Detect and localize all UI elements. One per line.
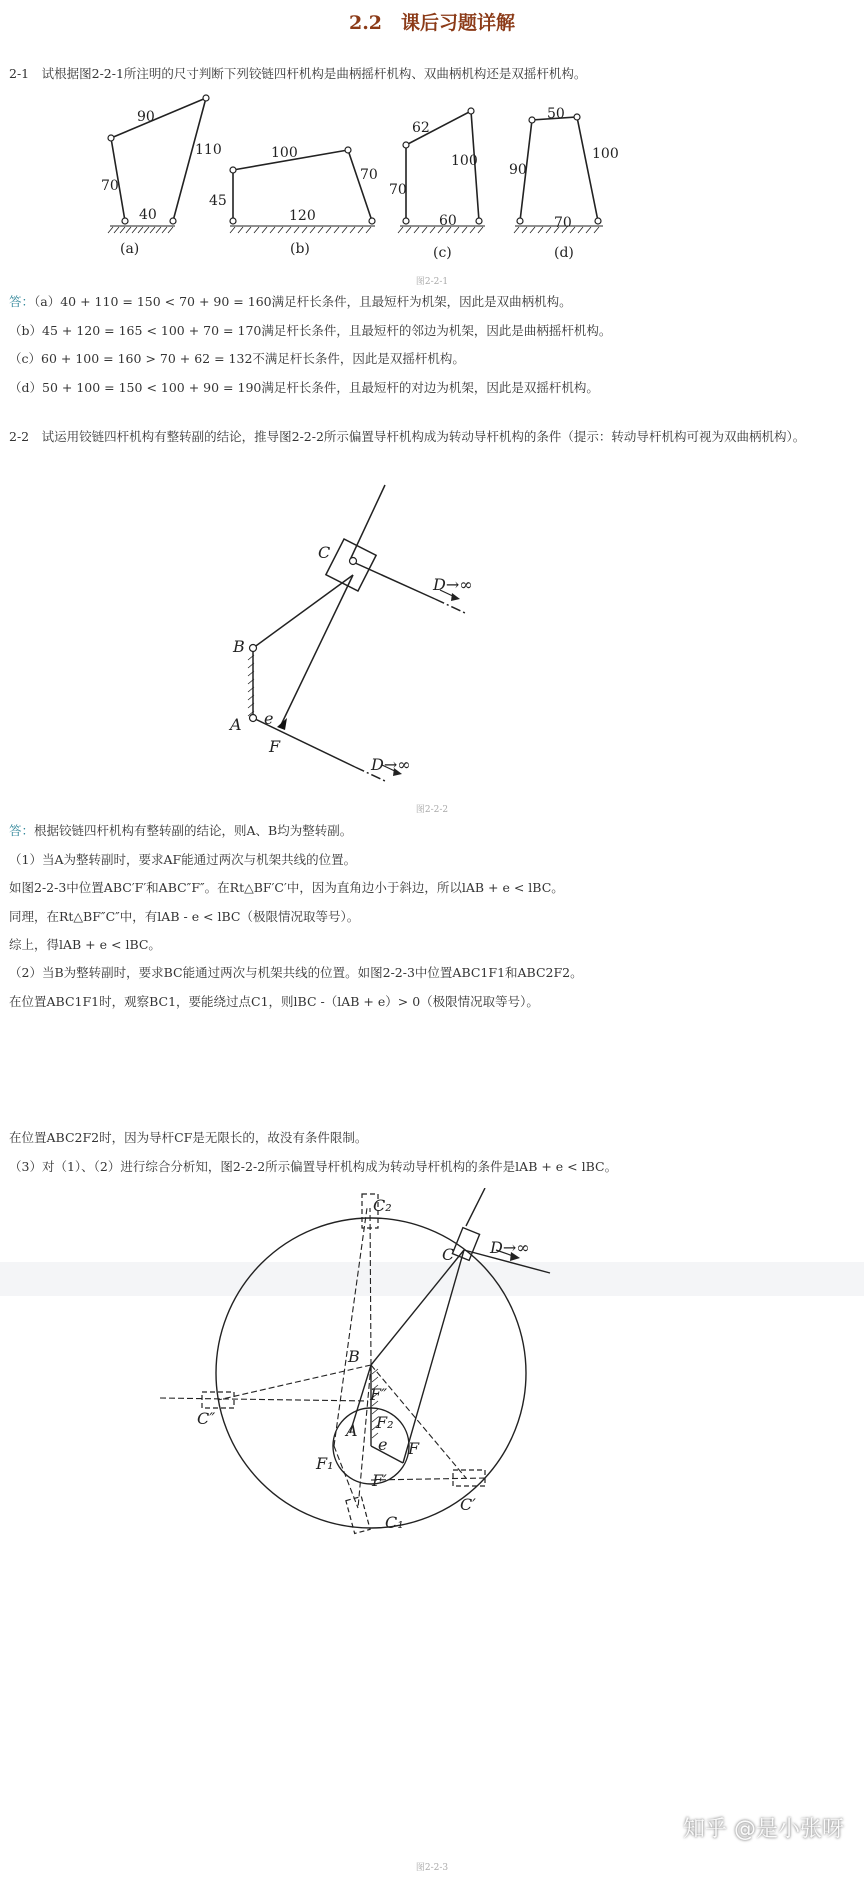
label3-A: A: [346, 1421, 358, 1440]
dim-b-right: 70: [360, 167, 378, 183]
answer-2-1-a: [9, 292, 572, 310]
label3-Fp: F′: [372, 1471, 387, 1490]
label3-F2: F₂: [376, 1413, 394, 1432]
label3-F1: F₁: [316, 1454, 334, 1473]
dim-a-top: 90: [137, 109, 155, 125]
label3-C: C: [442, 1245, 455, 1264]
answer-2-2-line-5: （2）当B为整转副时，要求BC能通过两次与机架共线的位置。如图2-2-3中位置ABC1F1和ABC2F2。: [9, 965, 583, 980]
dim-c-left: 70: [389, 182, 407, 198]
label-B: B: [233, 637, 245, 656]
answer-tag: 答：: [9, 823, 35, 838]
figure-caption-2-2-2: 图2-2-2: [415, 805, 449, 815]
label3-C2: C₂: [373, 1196, 392, 1215]
figure-2-2-2: [225, 480, 525, 790]
dim-c-top: 62: [412, 120, 430, 136]
label3-Cpp: C″: [197, 1409, 216, 1428]
answer-2-2-line-1: （1）当A为整转副时，要求AF能通过两次与机架共线的位置。: [9, 852, 357, 867]
zhihu-watermark: 知乎 @是小张呀: [683, 1817, 844, 1842]
label3-C1: C₁: [385, 1513, 404, 1532]
question-2-1: 2-1 试根据图2-2-1所注明的尺寸判断下列铰链四杆机构是曲柄摇杆机构、双曲柄机构还是双摇杆机构。: [9, 66, 587, 81]
label3-Cp: C′: [460, 1495, 476, 1514]
label-d: (d): [554, 245, 574, 261]
figure-2-2-1: [95, 88, 635, 266]
dim-a-left: 70: [101, 178, 119, 194]
label-D-lower: D→∞: [371, 755, 411, 774]
answer-2-2-line-6: 在位置ABC1F1时，观察BC1，要能绕过点C1，则lBC -（lAB + e）> 0（极限情况取等号）。: [9, 994, 539, 1009]
label-A: A: [230, 715, 242, 734]
dim-b-top: 100: [271, 145, 298, 161]
dim-d-base: 70: [554, 215, 572, 231]
answer-2-2-line-4: 综上，得lAB + e < lBC。: [9, 937, 161, 952]
dim-a-base: 40: [139, 207, 157, 223]
answer-2-1-d: （d）50 + 100 = 150 < 100 + 90 = 190满足杆长条件，且最短杆的对边为机架，因此是双摇杆机构。: [9, 380, 599, 395]
section-title: 2.2 课后习题详解: [348, 12, 516, 34]
figure-caption-2-2-3: 图2-2-3: [415, 1863, 449, 1873]
dim-c-right: 100: [451, 153, 478, 169]
figure-caption-2-2-1: 图2-2-1: [415, 277, 449, 287]
figure-2-2-3: [150, 1188, 650, 1556]
label-a: (a): [120, 241, 140, 257]
answer-2-1-c: （c）60 + 100 = 160 > 70 + 62 = 132不满足杆长条件，因此是双摇杆机构。: [9, 351, 465, 366]
answer-2-2-line-7: 在位置ABC2F2时，因为导杆CF是无限长的，故没有条件限制。: [9, 1130, 368, 1145]
dim-a-right: 110: [195, 142, 222, 158]
answer-text: 根据铰链四杆机构有整转副的结论，则A、B均为整转副。: [34, 823, 353, 838]
answer-2-2-line-3: 同理，在Rt△BF″C″中，有lAB - e < lBC（极限情况取等号）。: [9, 909, 360, 924]
label-D-upper: D→∞: [433, 575, 473, 594]
label3-B: B: [348, 1347, 360, 1366]
label-F: F: [269, 737, 281, 756]
label3-F: F: [408, 1439, 420, 1458]
answer-2-2-intro: [9, 821, 352, 839]
answer-2-2-line-2: 如图2-2-3中位置ABC′F′和ABC″F″。在Rt△BF′C′中，因为直角边小于斜边，所以lAB + e < lBC。: [9, 880, 564, 895]
answer-text: （a）40 + 110 = 150 < 70 + 90 = 160满足杆长条件，且最短杆为机架，因此是双曲柄机构。: [34, 294, 572, 309]
dim-d-right: 100: [592, 146, 619, 162]
label-b: (b): [290, 241, 310, 257]
label3-D: D→∞: [490, 1238, 530, 1257]
label3-e: e: [378, 1435, 388, 1454]
label-C: C: [318, 543, 331, 562]
answer-2-2-line-8: （3）对（1）、（2）进行综合分析知，图2-2-2所示偏置导杆机构成为转动导杆机构的条件是lAB + e < lBC。: [9, 1159, 618, 1174]
label3-Fpp: F″: [370, 1385, 388, 1404]
dim-d-left: 90: [509, 162, 527, 178]
label-c: (c): [433, 245, 452, 261]
answer-tag: 答：: [9, 294, 35, 309]
dim-c-base: 60: [439, 213, 457, 229]
dim-b-base: 120: [289, 208, 316, 224]
question-2-2: 2-2 试运用铰链四杆机构有整转副的结论，推导图2-2-2所示偏置导杆机构成为转动导杆机构的条件（提示：转动导杆机构可视为双曲柄机构）。: [9, 429, 806, 444]
label-e: e: [264, 709, 274, 728]
dim-b-left: 45: [209, 193, 227, 209]
answer-2-1-b: （b）45 + 120 = 165 < 100 + 70 = 170满足杆长条件，且最短杆的邻边为机架，因此是曲柄摇杆机构。: [9, 323, 612, 338]
dim-d-top: 50: [547, 106, 565, 122]
